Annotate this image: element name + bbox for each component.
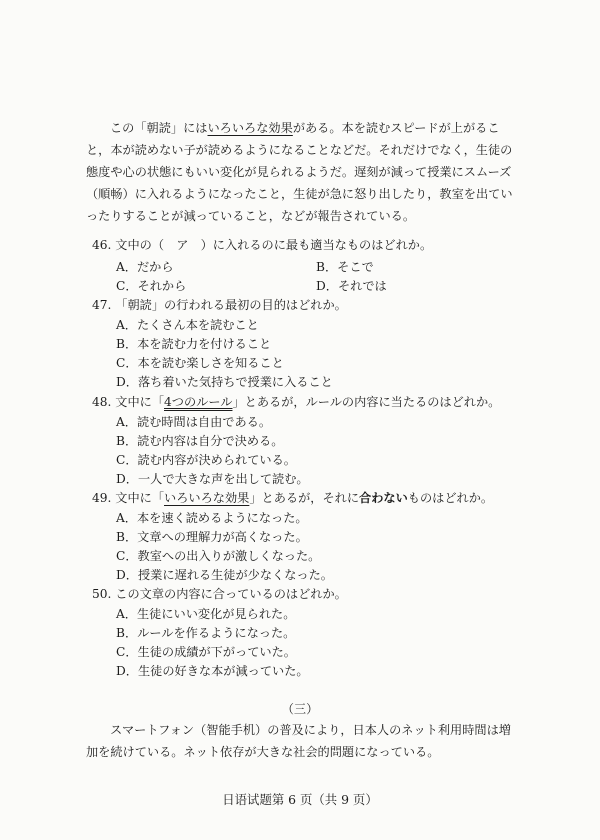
section-text [86,719,520,763]
question-stem: 「朝読」の行われる最初の目的はどれか。 [115,298,347,312]
option-50-a[interactable]: A．生徒にいい変化が見られた。 [116,607,296,621]
question-number: 47. [92,298,112,312]
option-50-c[interactable]: C．生徒の成績が下がっていた。 [116,645,296,659]
option-49-a[interactable]: A．本を速く読めるようになった。 [116,511,308,525]
option-47-a[interactable]: A．たくさん本を読むこと [116,318,259,332]
page-footer: 日语试题第 6 页（共 9 页） [222,792,378,807]
question-stem-underlined: 4つのルール [164,395,233,409]
question-stem: 文中の（ ア ）に入れるのに最も適当なものはどれか。 [115,238,433,252]
option-50-b[interactable]: B．ルールを作るようになった。 [116,626,296,640]
question-48 [92,393,500,410]
question-number: 50. [92,587,112,601]
question-stem-post: 」とあるが，ルールの内容に当たるのはどれか。 [232,395,501,409]
option-46-b[interactable]: B．そこで [316,260,374,274]
section-heading: （三） [281,702,319,716]
passage-intro: この「朝読」には [110,121,208,135]
question-stem-pre: 文中に「 [115,395,165,409]
option-47-c[interactable]: C．本を読む楽しさを知ること [116,356,284,370]
question-number: 49. [92,491,112,505]
passage-underlined-phrase: いろいろな効果 [207,121,293,135]
question-stem: この文章の内容に合っているのはどれか。 [115,587,347,601]
option-47-b[interactable]: B．本を読む力を付けること [116,337,272,351]
question-47 [92,296,347,313]
question-number: 46. [92,238,112,252]
option-50-d[interactable]: D．生徒の好きな本が減っていた。 [116,664,309,678]
question-stem-pre: 文中に「 [115,491,165,505]
option-46-a[interactable]: A．だから [116,260,174,274]
option-48-a[interactable]: A．読む時間は自由である。 [116,415,272,429]
option-49-c[interactable]: C．教室への出入りが激しくなった。 [116,549,321,563]
question-stem-post: ものはどれか。 [407,491,494,505]
option-46-d[interactable]: D．それでは [316,279,387,293]
option-48-b[interactable]: B．読む内容は自分で決める。 [116,434,284,448]
question-stem-bold: 合わない [359,491,408,505]
passage-body: がある。本を読むスピードが上がること，本が読めない子が読めるようになることなどだ。それだけでなく，生徒の態度や心の状態にもいい変化が見られるようだ。遅刻が減って授業にスムーズ（順畅）に入れるようになったこと，生徒が急に怒り出したり，教室を出ていったりすることが減っていること，などが報告されている。 [86,121,513,223]
question-49 [92,489,493,506]
question-stem-underlined: いろいろな効果 [164,491,250,505]
section-text-body: スマートフォン（智能手机）の普及により，日本人のネット利用時間は増加を続けている。ネット依存が大きな社会的問題になっている。 [86,723,511,759]
option-46-c[interactable]: C．それから [116,279,187,293]
option-49-d[interactable]: D．授業に遅れる生徒が少なくなった。 [116,568,333,582]
option-49-b[interactable]: B．文章への理解力が高くなった。 [116,530,308,544]
reading-passage [86,117,520,227]
question-stem-mid: 」とあるが，それに [249,491,360,505]
option-48-d[interactable]: D．一人で大きな声を出して読む。 [116,472,309,486]
option-47-d[interactable]: D．落ち着いた気持ちで授業に入ること [116,375,333,389]
question-number: 48. [92,395,112,409]
question-46 [92,236,432,253]
question-50 [92,585,347,602]
option-48-c[interactable]: C．読む内容が決められている。 [116,453,296,467]
